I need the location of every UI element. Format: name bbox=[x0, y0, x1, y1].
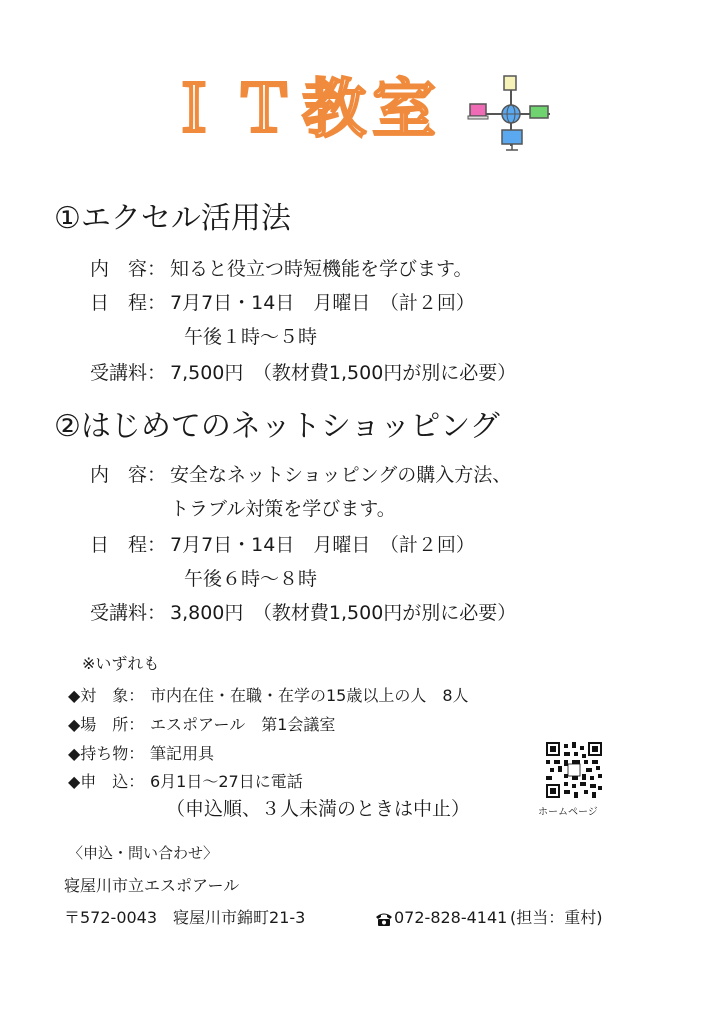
course2-schedule: 7月7日・14日 月曜日 （計２回） bbox=[170, 534, 475, 556]
course1-content: 知ると役立つ時短機能を学びます。 bbox=[170, 258, 473, 280]
contact-header: 〈申込・問い合わせ〉 bbox=[68, 844, 219, 862]
course1-schedule: 7月7日・14日 月曜日 （計２回） bbox=[170, 292, 475, 314]
contact-person: (担当：重村) bbox=[510, 908, 603, 927]
common-note: ※いずれも bbox=[82, 654, 160, 673]
course1-fee-label: 受講料： bbox=[90, 362, 167, 384]
contact-phone[interactable]: 072-828-4141 bbox=[394, 908, 508, 927]
bring-label: ◆持ち物： bbox=[68, 744, 145, 763]
course2-fee: 3,800円 （教材費1,500円が別に必要） bbox=[170, 602, 517, 624]
phone-icon bbox=[374, 911, 394, 927]
course1-content-label: 内 容： bbox=[90, 258, 167, 280]
course1-time: 午後１時～５時 bbox=[184, 326, 318, 348]
qr-label: ホームページ bbox=[538, 807, 598, 818]
course2-heading: ②はじめてのネットショッピング bbox=[54, 409, 500, 444]
contact-org: 寝屋川市立エスポアール bbox=[64, 876, 240, 895]
course2-content-line1: 安全なネットショッピングの購入方法、 bbox=[170, 464, 512, 486]
qr-code[interactable] bbox=[546, 742, 602, 798]
target-label: ◆対 象： bbox=[68, 686, 145, 705]
course2-content-line2: トラブル対策を学びます。 bbox=[170, 498, 396, 520]
course2-content-label: 内 容： bbox=[90, 464, 167, 486]
apply-note: （申込順、３人未満のときは中止） bbox=[166, 798, 471, 820]
contact-address: 〒572-0043 寝屋川市錦町21-3 bbox=[64, 908, 306, 927]
place-value: エスポアール 第1会議室 bbox=[150, 715, 336, 734]
place-label: ◆場 所： bbox=[68, 715, 145, 734]
network-computers-icon bbox=[466, 74, 560, 156]
target-value: 市内在住・在職・在学の15歳以上の人 8人 bbox=[150, 686, 469, 705]
apply-label: ◆申 込： bbox=[68, 772, 145, 791]
course2-time: 午後６時～８時 bbox=[184, 568, 318, 590]
course1-fee: 7,500円 （教材費1,500円が別に必要） bbox=[170, 362, 517, 384]
page-title: ＩＴ教室 bbox=[162, 73, 442, 147]
course2-fee-label: 受講料： bbox=[90, 602, 167, 624]
course1-schedule-label: 日 程： bbox=[90, 292, 167, 314]
apply-value: 6月1日～27日に電話 bbox=[150, 772, 303, 791]
course1-heading: ①エクセル活用法 bbox=[54, 201, 291, 236]
bring-value: 筆記用具 bbox=[150, 744, 215, 763]
course2-schedule-label: 日 程： bbox=[90, 534, 167, 556]
